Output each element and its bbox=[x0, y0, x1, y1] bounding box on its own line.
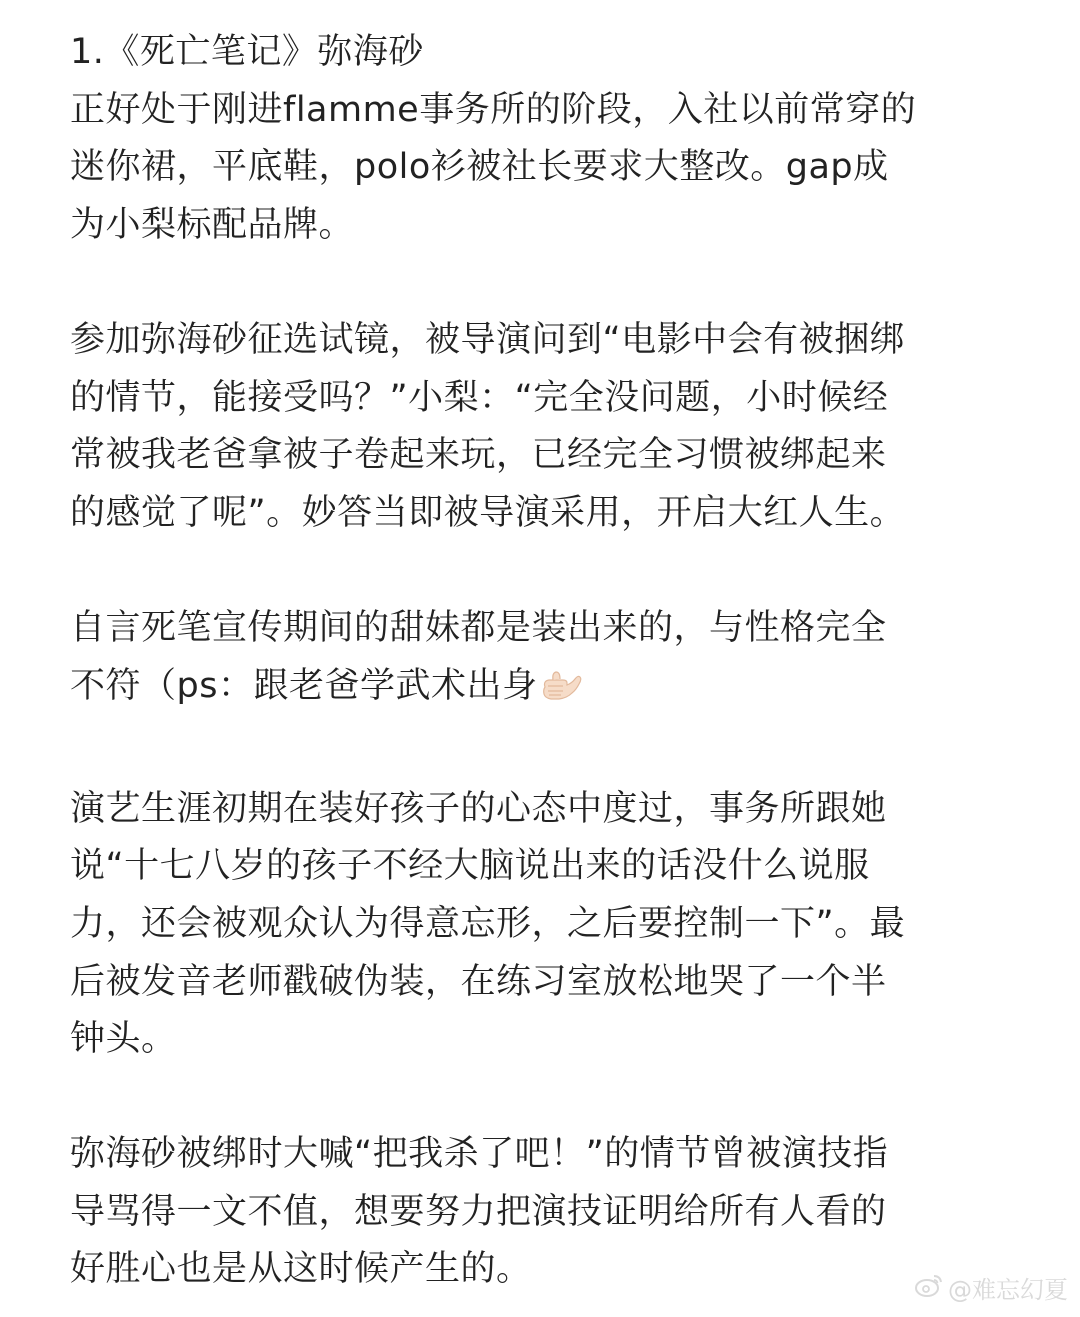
text-line: 的情节，能接受吗？”小梨：“完全没问题，小时候经 bbox=[70, 377, 889, 418]
text-line: 说“十七八岁的孩子不经大脑说出来的话没什么说服 bbox=[70, 846, 870, 887]
watermark bbox=[914, 1270, 1068, 1305]
text-line: 常被我老爸拿被子卷起来玩，已经完全习惯被绑起来 bbox=[70, 435, 887, 476]
text-line: 后被发音老师戳破伪装，在练习室放松地哭了一个半 bbox=[70, 961, 887, 1002]
text-line: 的感觉了呢”。妙答当即被导演采用，开启大红人生。 bbox=[70, 492, 906, 533]
text-line: 导骂得一文不值，想要努力把演技证明给所有人看的 bbox=[70, 1191, 887, 1232]
title-line: 1.《死亡笔记》弥海砂 bbox=[70, 32, 424, 72]
text-line: 弥海砂被绑时大喊“把我杀了吧！”的情节曾被演技指 bbox=[70, 1134, 889, 1175]
text-line: 演艺生涯初期在装好孩子的心态中度过，事务所跟她 bbox=[70, 788, 887, 829]
text-line: 钟头。 bbox=[70, 1019, 177, 1060]
call-me-hand-icon bbox=[539, 666, 583, 724]
text-fragment: 不符（ps：跟老爸学武术出身 bbox=[70, 665, 538, 706]
text-line: 正好处于刚进flamme事务所的阶段，入社以前常穿的 bbox=[70, 89, 917, 130]
text-line: 自言死笔宣传期间的甜妹都是装出来的，与性格完全 bbox=[70, 607, 887, 648]
watermark-text: @难忘幻夏 bbox=[948, 1276, 1068, 1304]
text-line: 好胜心也是从这时候产生的。 bbox=[70, 1249, 532, 1290]
text-line: 迷你裙，平底鞋，polo衫被社长要求大整改。gap成 bbox=[70, 147, 889, 188]
text-line-with-emoji bbox=[70, 658, 1010, 724]
weibo-icon bbox=[914, 1272, 944, 1304]
text-line: 力，还会被观众认为得意忘形，之后要控制一下”。最 bbox=[70, 903, 906, 944]
text-line: 为小梨标配品牌。 bbox=[70, 204, 355, 245]
text-line: 参加弥海砂征选试镜，被导演问到“电影中会有被捆绑 bbox=[70, 319, 906, 360]
note-body bbox=[70, 24, 1010, 1299]
